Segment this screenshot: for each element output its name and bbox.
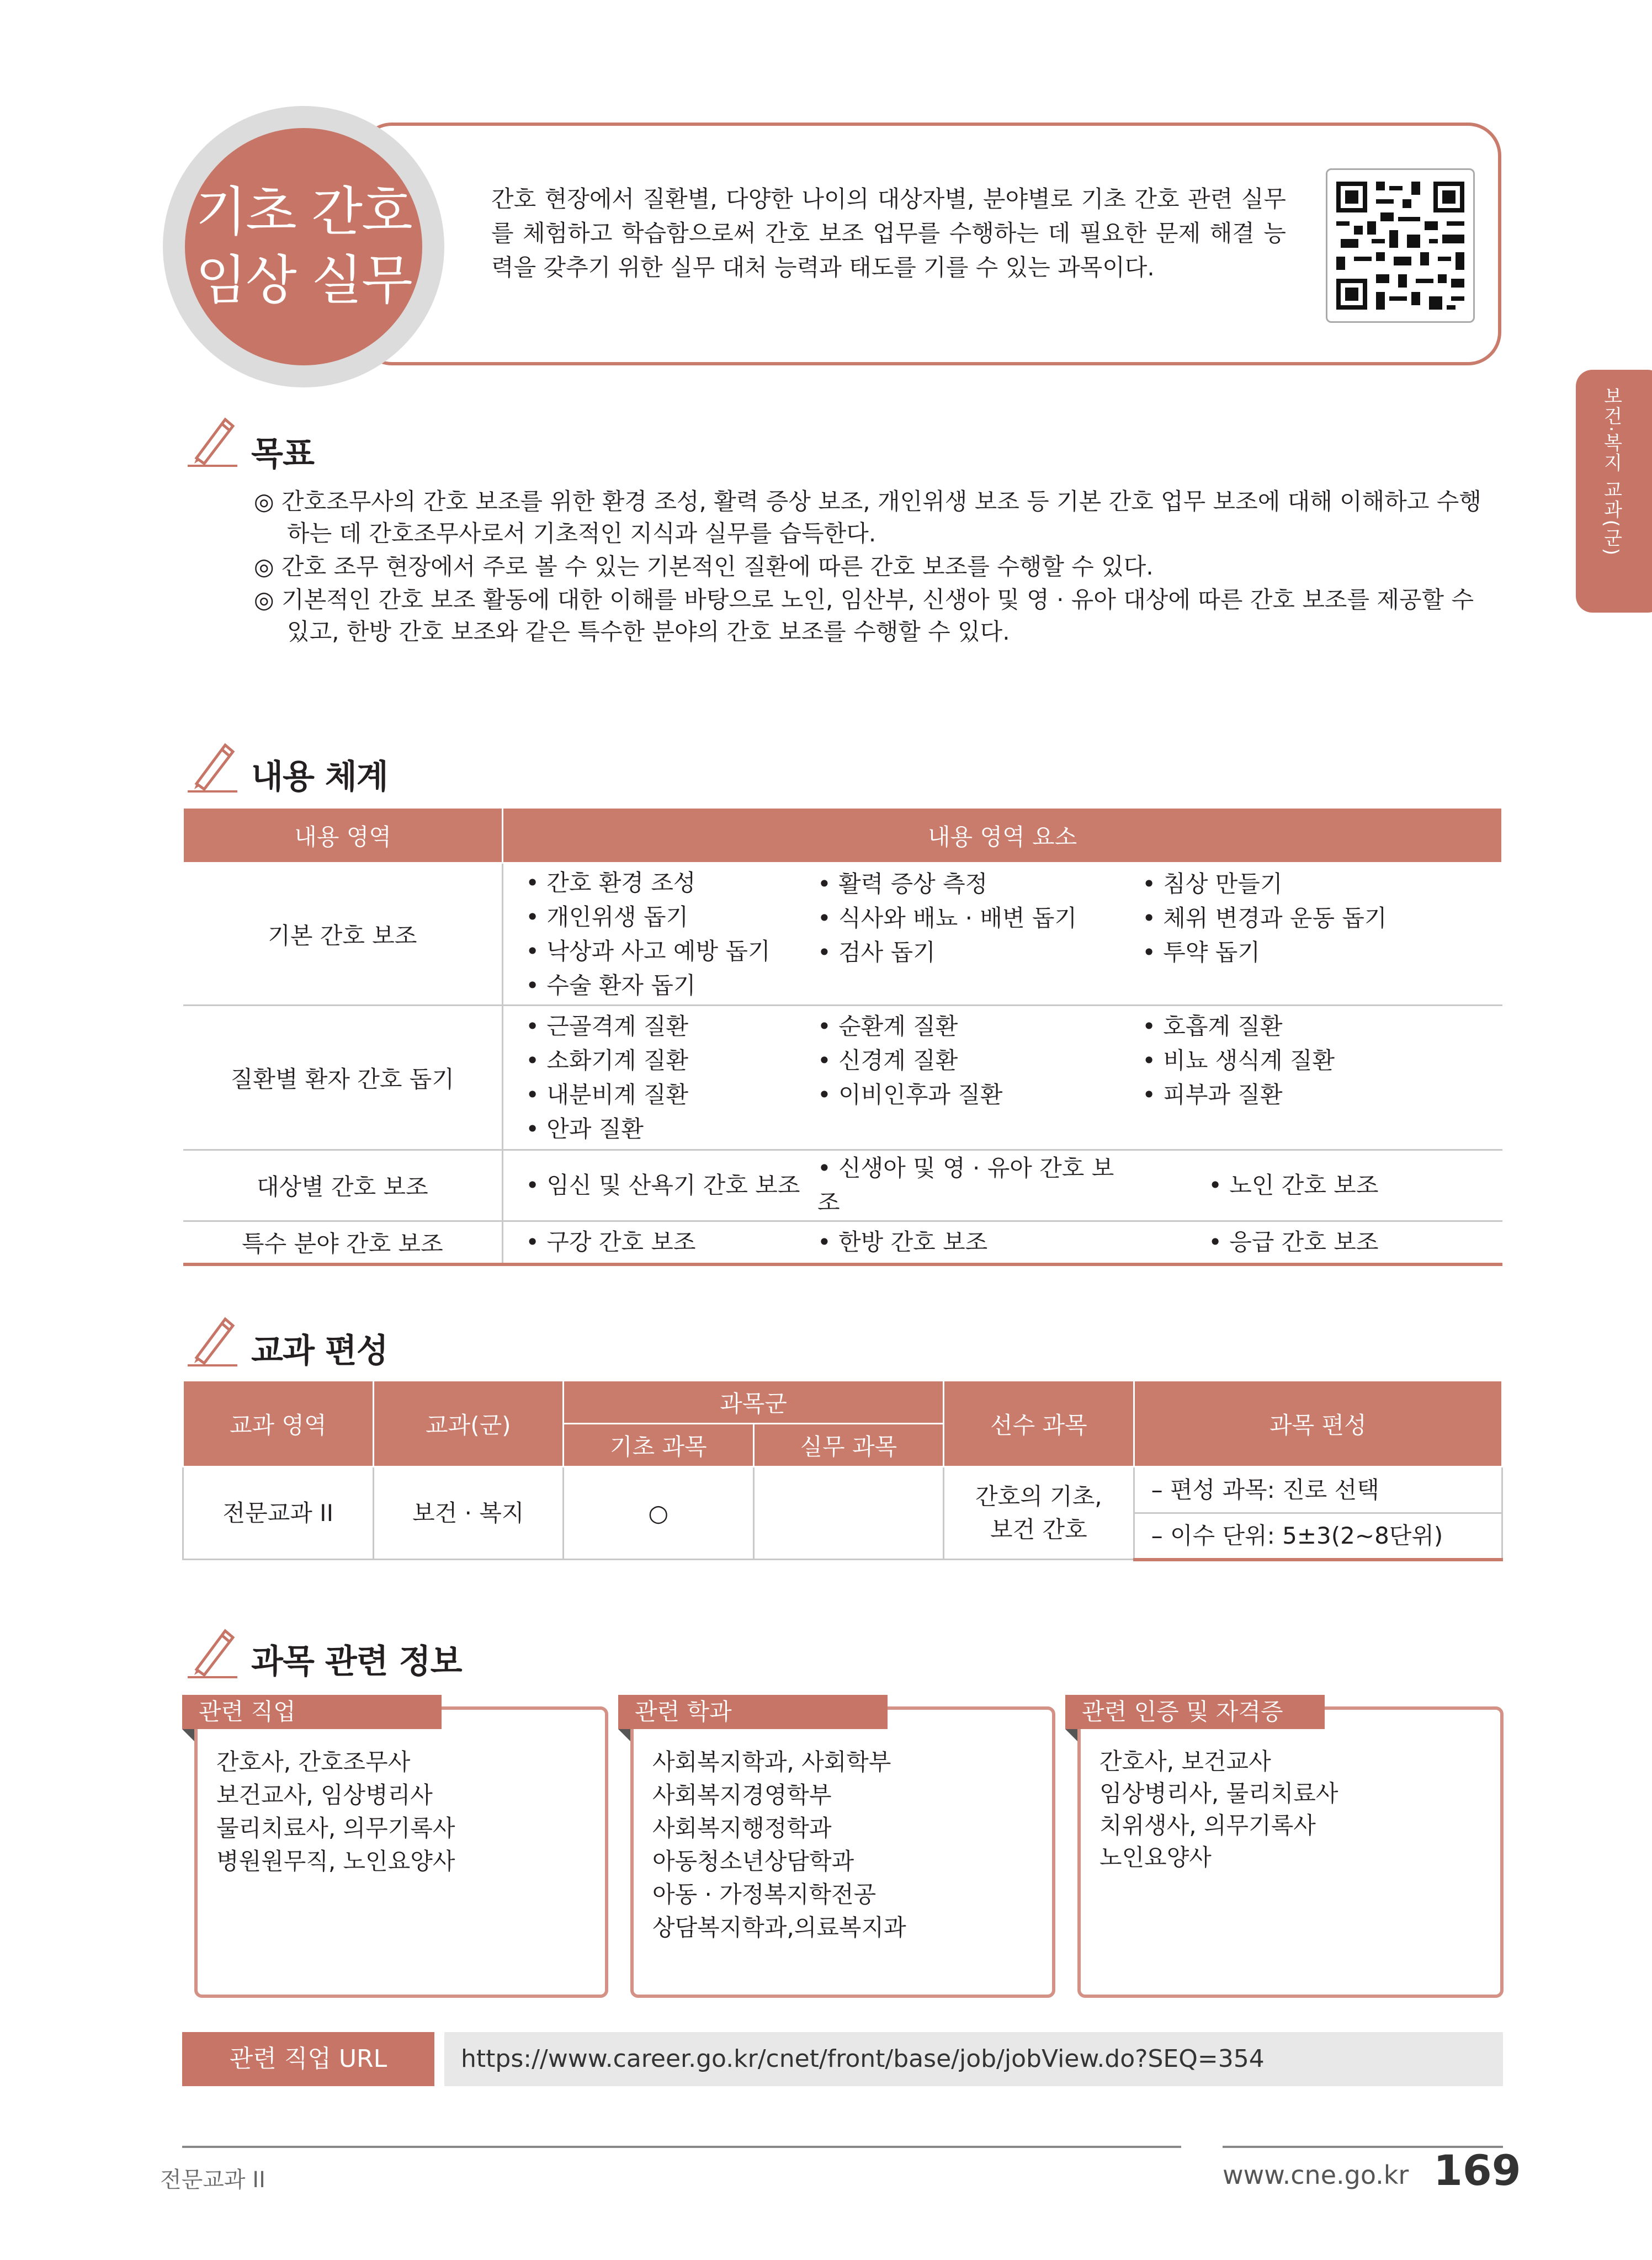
related-job-url-label: 관련 직업 URL	[182, 2032, 434, 2086]
table-header-row	[183, 808, 1502, 863]
table-cell: ○	[564, 1467, 754, 1560]
table-cell	[817, 1150, 1136, 1221]
table-cell: 보건 · 복지	[373, 1467, 564, 1560]
goals-title: 목표	[251, 435, 314, 474]
table-header: 교과(군)	[373, 1381, 564, 1467]
prereq-text: 보건 간호	[990, 1515, 1087, 1543]
related-certificates-label: 관련 인증 및 자격증	[1065, 1695, 1325, 1729]
list-item: • 순환계 질환	[817, 1013, 958, 1040]
course-title-line1: 기초 간호	[195, 181, 412, 243]
related-jobs-list	[216, 1746, 455, 1878]
list-item: • 간호 환경 조성	[525, 869, 696, 896]
table-cell: – 편성 과목: 진로 선택	[1134, 1467, 1502, 1513]
related-job-url-link[interactable]: https://www.career.go.kr/cnet/front/base/job/jobView.do?SEQ=354	[444, 2032, 1503, 2086]
table-header: 과목 편성	[1134, 1381, 1502, 1467]
table-cell	[817, 1221, 1136, 1264]
course-title	[185, 178, 422, 315]
list-item: • 신경계 질환	[817, 1047, 958, 1074]
footer-site-link[interactable]: www.cne.go.kr	[1223, 2160, 1409, 2190]
table-cell	[503, 1221, 817, 1264]
table-cell	[1136, 1150, 1502, 1221]
list-item: • 낙상과 사고 예방 돕기	[525, 937, 771, 965]
list-item: 아동청소년상담학과	[652, 1848, 854, 1875]
list-item: 상담복지학과,의료복지과	[652, 1914, 906, 1941]
side-category-label: 보건·복지 교과(군)	[1600, 386, 1622, 557]
list-item: • 소화기계 질환	[525, 1046, 689, 1074]
goal-item: ◎ 간호 조무 현장에서 주로 볼 수 있는 기본적인 질환에 따른 간호 보조를 수행할 수 있다.	[254, 553, 1154, 580]
list-item: • 이비인후과 질환	[817, 1081, 1003, 1108]
table-cell: 특수 분야 간호 보조	[183, 1221, 503, 1264]
list-item: 아동 · 가정복지학전공	[652, 1881, 877, 1908]
list-item: • 내분비계 질환	[525, 1081, 689, 1108]
table-row	[183, 1006, 1502, 1150]
table-header: 교과 영역	[183, 1381, 374, 1467]
goals-list	[254, 486, 1490, 648]
list-item: 보건교사, 임상병리사	[216, 1782, 433, 1809]
table-cell	[817, 1006, 1136, 1150]
related-info-title: 과목 관련 정보	[251, 1642, 462, 1681]
table-cell: – 이수 단위: 5±3(2~8단위)	[1134, 1513, 1502, 1560]
table-header: 내용 영역	[183, 808, 503, 863]
label-fold	[1065, 1729, 1077, 1741]
footer-divider	[182, 2146, 1181, 2148]
table-header: 과목군	[564, 1381, 944, 1424]
list-item: • 식사와 배뇨 · 배변 돕기	[817, 905, 1077, 932]
prereq-text: 간호의 기초,	[975, 1482, 1102, 1510]
pencil-icon	[182, 1308, 243, 1369]
pencil-icon	[182, 734, 243, 795]
table-cell: 기본 간호 보조	[183, 863, 503, 1006]
list-item: • 근골격계 질환	[525, 1012, 689, 1040]
footer-section-label: 전문교과 II	[160, 2167, 265, 2193]
list-item: 병원원무직, 노인요양사	[216, 1848, 455, 1875]
list-item: • 수술 환자 돕기	[525, 971, 696, 999]
label-fold	[182, 1729, 194, 1741]
related-certificates-list	[1099, 1746, 1338, 1874]
list-item: 간호사, 보건교사	[1099, 1748, 1271, 1775]
list-item: • 구강 간호 보조	[525, 1228, 696, 1256]
list-item: • 신생아 및 영 · 유아 간호 보조	[817, 1155, 1114, 1216]
goal-item: ◎ 간호조무사의 간호 보조를 위한 환경 조성, 활력 증상 보조, 개인위생 보조 등 기본 간호 업무 보조에 대해 이해하고 수행하는 데 간호조무사로서 기초적인 지식과 실무를 습득한다.	[254, 488, 1481, 547]
qr-code[interactable]	[1326, 168, 1475, 323]
table-cell: 대상별 간호 보조	[183, 1150, 503, 1221]
page-number: 169	[1433, 2146, 1521, 2195]
table-cell: 질환별 환자 간호 돕기	[183, 1006, 503, 1150]
table-cell	[1136, 1221, 1502, 1264]
table-cell	[503, 1006, 817, 1150]
list-item: 치위생사, 의무기록사	[1099, 1812, 1316, 1839]
table-row	[183, 863, 1502, 1006]
course-title-line2: 임상 실무	[195, 249, 412, 311]
pencil-icon	[182, 408, 243, 469]
curriculum-table	[182, 1380, 1503, 1561]
related-jobs-label: 관련 직업	[182, 1695, 442, 1729]
course-description: 간호 현장에서 질환별, 다양한 나이의 대상자별, 분야별로 기초 간호 관련 실무를 체험하고 학습함으로써 간호 보조 업무를 수행하는 데 필요한 문제 해결 능력을 갖추기 위한 실무 대처 능력과 태도를 기를 수 있는 과목이다.	[491, 185, 1286, 281]
list-item: • 임신 및 산욕기 간호 보조	[525, 1172, 800, 1199]
list-item: 사회복지행정학과	[652, 1815, 832, 1842]
list-item: • 체위 변경과 운동 돕기	[1142, 905, 1387, 932]
list-item: • 비뇨 생식계 질환	[1142, 1047, 1335, 1074]
list-item: • 개인위생 돕기	[525, 903, 689, 930]
pencil-icon	[182, 1620, 243, 1681]
content-system-table	[182, 807, 1503, 1266]
table-cell	[1136, 1006, 1502, 1150]
table-cell	[817, 863, 1136, 1006]
list-item: 사회복지경영학부	[652, 1782, 832, 1809]
list-item: • 투약 돕기	[1142, 939, 1260, 966]
list-item: • 응급 간호 보조	[1208, 1228, 1379, 1256]
table-cell: 전문교과 II	[183, 1467, 374, 1560]
list-item: • 침상 만들기	[1142, 870, 1283, 897]
table-header: 기초 과목	[564, 1424, 754, 1467]
list-item: • 검사 돕기	[817, 939, 936, 966]
curriculum-title: 교과 편성	[251, 1332, 388, 1370]
list-item: 노인요양사	[1099, 1844, 1212, 1871]
table-header: 내용 영역 요소	[503, 808, 1502, 863]
table-row	[183, 1221, 1502, 1264]
label-fold	[618, 1729, 630, 1741]
list-item: • 활력 증상 측정	[817, 870, 988, 897]
list-item: • 안과 질환	[525, 1115, 644, 1142]
table-cell	[1136, 863, 1502, 1006]
table-header: 실무 과목	[753, 1424, 944, 1467]
table-row	[183, 1150, 1502, 1221]
table-cell	[503, 863, 817, 1006]
list-item: 간호사, 간호조무사	[216, 1748, 411, 1775]
table-cell	[944, 1467, 1134, 1560]
list-item: • 호흡계 질환	[1142, 1013, 1283, 1040]
list-item: 사회복지학과, 사회학부	[652, 1748, 891, 1775]
table-row	[183, 1467, 1502, 1513]
table-cell	[503, 1150, 817, 1221]
related-departments-list	[652, 1746, 906, 1944]
table-header: 선수 과목	[944, 1381, 1134, 1467]
list-item: • 피부과 질환	[1142, 1081, 1283, 1108]
list-item: 물리치료사, 의무기록사	[216, 1815, 455, 1842]
content-system-title: 내용 체계	[251, 758, 388, 796]
related-departments-label: 관련 학과	[618, 1695, 888, 1729]
table-cell	[753, 1467, 944, 1560]
list-item: • 한방 간호 보조	[817, 1228, 988, 1256]
table-header-row	[183, 1381, 1502, 1424]
list-item: • 노인 간호 보조	[1208, 1172, 1379, 1199]
goal-item: ◎ 기본적인 간호 보조 활동에 대한 이해를 바탕으로 노인, 임산부, 신생아 및 영 · 유아 대상에 따른 간호 보조를 제공할 수 있고, 한방 간호 보조와 같은 특수한 분야의 간호 보조를 수행할 수 있다.	[254, 586, 1474, 645]
list-item: 임상병리사, 물리치료사	[1099, 1780, 1338, 1807]
